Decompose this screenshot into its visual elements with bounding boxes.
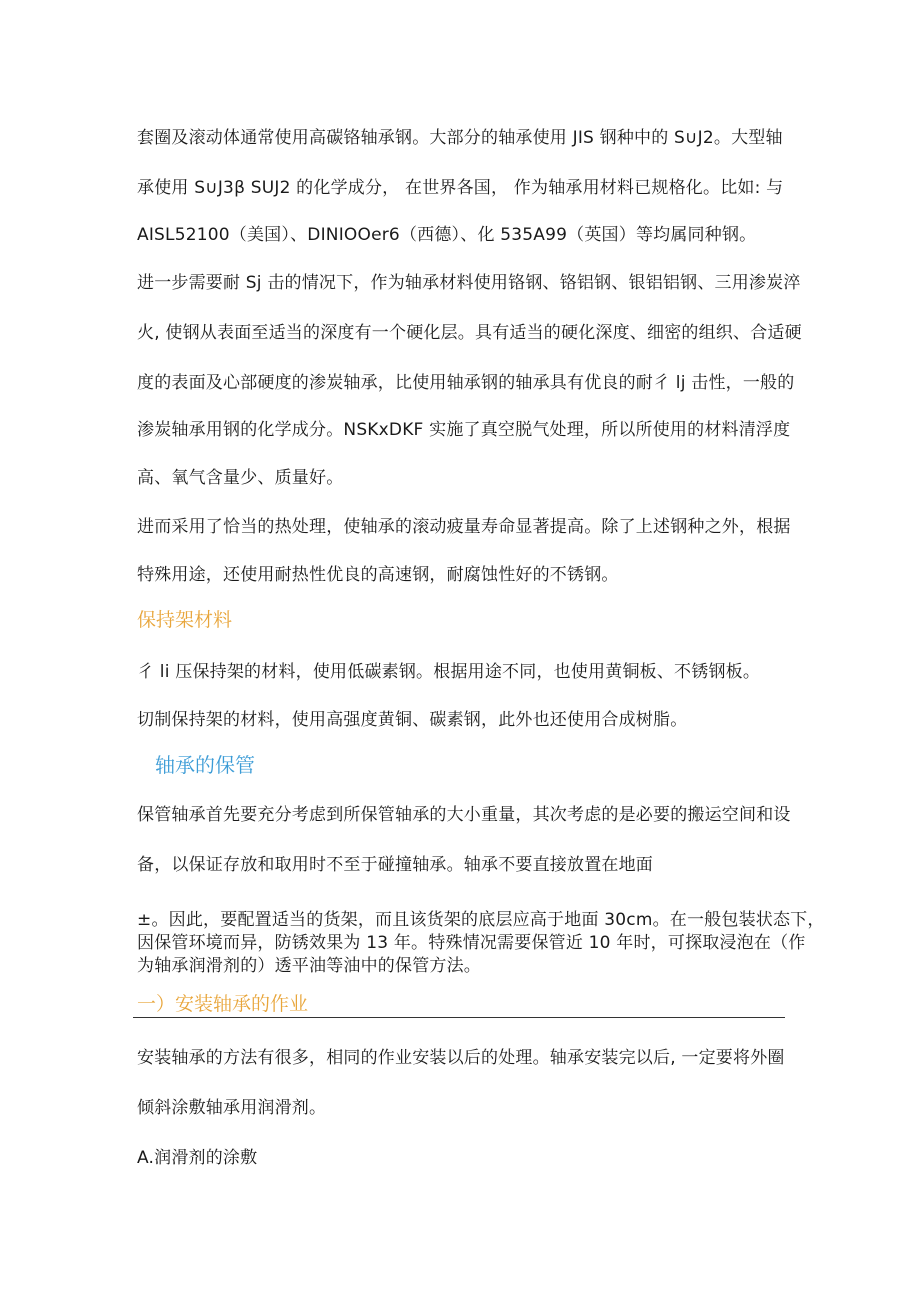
p2-line-3: 度的表面及心部硬度的渗炭轴承，比使用轴承钢的轴承具有优良的耐彳 lj 击性，一般的 — [137, 373, 795, 393]
heading-rule — [133, 1017, 785, 1018]
p3-line-1: 进而采用了恰当的热处理，使轴承的滚动疲量寿命显著提高。除了上述钢种之外，根据 — [137, 517, 791, 537]
p6-line-2: 备，以保证存放和取用时不至于碰撞轴承。轴承不要直接放置在地面 — [137, 855, 653, 875]
p7-line-1: 安装轴承的方法有很多，相同的作业安装以后的处理。轴承安装完以后, 一定要将外圈 — [137, 1048, 785, 1068]
p6-line-4: 因保管环境而异，防锈效果为 13 年。特殊情况需要保管近 10 年时，可探取浸泡在（作 — [137, 933, 806, 953]
p6-line-5: 为轴承润滑剂的）透平油等油中的保管方法。 — [137, 956, 481, 976]
p7-line-2: 倾斜涂敷轴承用润滑剂。 — [137, 1098, 327, 1118]
p1-line-2: 承使用 S∪J3β SUJ2 的化学成分， 在世界各国， 作为轴承用材料已规格化。比如: 与 — [137, 178, 784, 198]
p1-line-3: AISL52100（美国）、DINIOOer6（西德）、化 535A99（英国）等均属同种钢。 — [137, 225, 757, 245]
p3-line-2: 特殊用途，还使用耐热性优良的高速钢，耐腐蚀性好的不锈钢。 — [137, 565, 619, 585]
heading-install-bearing: 一）安装轴承的作业 — [137, 993, 309, 1015]
p2-line-4: 渗炭轴承用钢的化学成分。NSKxDKF 实施了真空脱气处理，所以所使用的材料清浮度 — [137, 420, 791, 440]
p6-line-1: 保管轴承首先要充分考虑到所保管轴承的大小重量，其次考虑的是必要的搬运空间和设 — [137, 805, 791, 825]
heading-bearing-storage: 轴承的保管 — [155, 753, 255, 777]
heading-cage-material: 保持架材料 — [137, 609, 233, 631]
p2-line-5: 高、氧气含量少、质量好。 — [137, 468, 344, 488]
p4-line: 彳 li 压保持架的材料，使用低碳素钢。根据用途不同，也使用黄铜板、不锈钢板。 — [137, 662, 761, 682]
p1-line-1: 套圈及滚动体通常使用高碳铬轴承钢。大部分的轴承使用 JIS 钢种中的 S∪J2。大型轴 — [137, 128, 783, 148]
p2-line-2: 火, 使钢从表面至适当的深度有一个硬化层。具有适当的硬化深度、细密的组织、合适硬 — [137, 323, 802, 343]
p5-line: 切制保持架的材料，使用高强度黄铜、碳素钢，此外也还使用合成树脂。 — [137, 710, 688, 730]
subheading-lubricant-coating: A.润滑剂的涂敷 — [137, 1148, 258, 1168]
p2-line-1: 进一步需要耐 Sj 击的情况下，作为轴承材料使用铬钢、铬铝钢、银铝铝钢、三用渗炭淬 — [137, 273, 801, 293]
p6-line-3: ±。因此，要配置适当的货架，而且该货架的底层应高于地面 30cm。在一般包装状态下， — [137, 910, 825, 930]
